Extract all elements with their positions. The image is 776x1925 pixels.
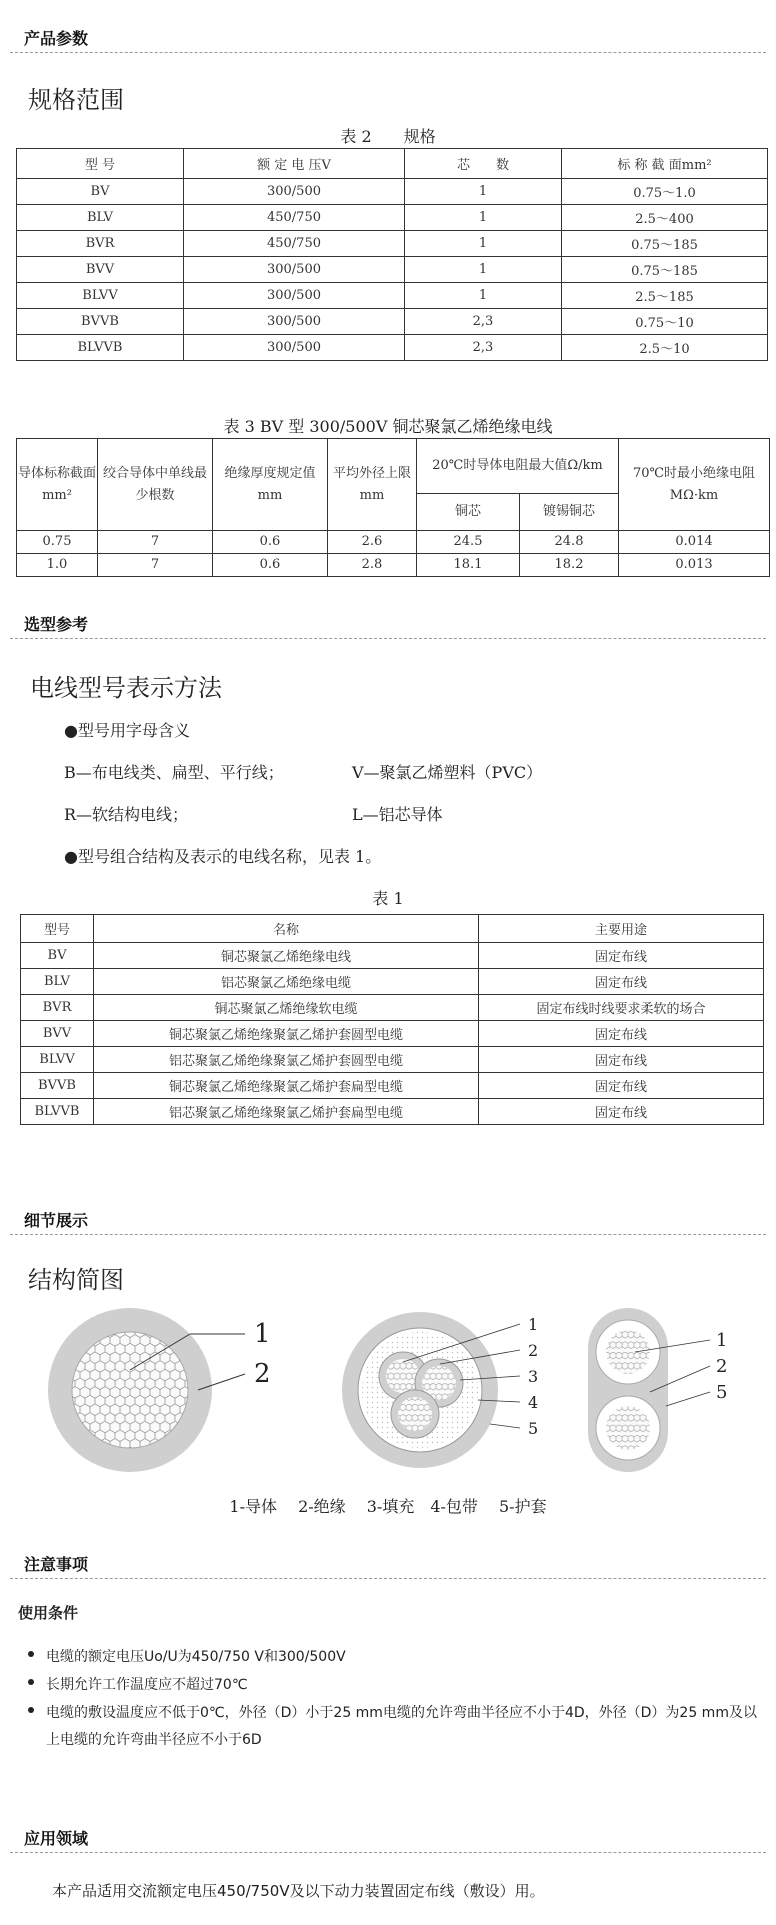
section-heading-notes: 注意事项 <box>24 1555 89 1574</box>
table2-cell: 450/750 <box>184 205 405 231</box>
table2-cell: BLV <box>17 205 184 231</box>
table1-cell: 铜芯聚氯乙烯绝缘聚氯乙烯护套圆型电缆 <box>94 1021 479 1047</box>
spec-title: 规格范围 <box>28 86 124 114</box>
usage-item <box>28 1644 768 1671</box>
table1-header-name: 名称 <box>94 915 479 943</box>
model-line-l: L—铝芯导体 <box>352 805 443 824</box>
table3-row <box>17 531 770 554</box>
table1-cell: 固定布线 <box>479 1021 764 1047</box>
table3-header-strands: 绞合导体中单线最少根数 <box>98 439 213 531</box>
table3-cell: 18.2 <box>520 554 619 577</box>
table1-cell: BLVVB <box>21 1099 94 1125</box>
table2-cell: BVVB <box>17 309 184 335</box>
table2-cell: 300/500 <box>184 335 405 361</box>
d3-label-2: 2 <box>716 1356 728 1377</box>
diagram-single-core <box>40 1300 300 1480</box>
usage-item-text: 电缆的敷设温度应不低于0℃，外径（D）小于25 mm电缆的允许弯曲半径应不小于4D，外径（D）为25 mm及以上电缆的允许弯曲半径应不小于6D <box>46 1705 757 1748</box>
table3-header-insulation: 70℃时最小绝缘电阻 MΩ·km <box>619 439 770 531</box>
table2-cell: BLVVB <box>17 335 184 361</box>
table1-cell: BVVB <box>21 1073 94 1099</box>
table1-caption: 表 1 <box>372 889 404 908</box>
structure-title: 结构简图 <box>28 1266 124 1294</box>
table2-cell: 2.5～400 <box>562 205 768 231</box>
table2-header-model: 型 号 <box>17 149 184 179</box>
model-line-v: V—聚氯乙烯塑料（PVC） <box>352 763 543 782</box>
bullet-dot-icon <box>28 1679 34 1685</box>
table3-header-tinned: 镀锡铜芯 <box>520 494 619 531</box>
model-table-1 <box>20 914 764 1125</box>
table2-header-section-text: 标 称 截 面mm² <box>617 158 712 173</box>
bullet-dot-icon <box>28 1707 34 1713</box>
table2-cell: 300/500 <box>184 257 405 283</box>
structure-legend: 1-导体 2-绝缘 3-填充 4-包带 5-护套 <box>229 1497 547 1516</box>
table2-cell: 300/500 <box>184 283 405 309</box>
table3-cell: 0.6 <box>213 531 328 554</box>
table2-header-cores: 芯 数 <box>405 149 562 179</box>
table1-cell: 铜芯聚氯乙烯绝缘软电缆 <box>94 995 479 1021</box>
table3-header-thickness: 绝缘厚度规定值mm <box>213 439 328 531</box>
table1-cell: 固定布线 <box>479 1073 764 1099</box>
table3-header-resistance: 20℃时导体电阻最大值Ω/km <box>417 439 619 494</box>
table2-cell: BV <box>17 179 184 205</box>
d1-label-2: 2 <box>254 1359 271 1389</box>
table1-cell: BV <box>21 943 94 969</box>
table2-cell: 300/500 <box>184 179 405 205</box>
section-divider <box>10 1852 766 1853</box>
usage-title: 使用条件 <box>18 1604 79 1622</box>
d2-label-4: 4 <box>528 1393 539 1412</box>
table3-caption: 表 3 BV 型 300/500V 铜芯聚氯乙烯绝缘电线 <box>223 417 553 436</box>
table3-cell: 7 <box>98 554 213 577</box>
table3-cell: 2.8 <box>328 554 417 577</box>
table3-cell: 0.6 <box>213 554 328 577</box>
table2-cell: 0.75～185 <box>562 231 768 257</box>
table3-body <box>17 531 770 577</box>
table2-header-voltage: 额 定 电 压V <box>184 149 405 179</box>
d2-label-5: 5 <box>528 1419 539 1438</box>
table3-cell: 7 <box>98 531 213 554</box>
table2-cell: 0.75～185 <box>562 257 768 283</box>
table1-cell: BLVV <box>21 1047 94 1073</box>
table1-row <box>21 1099 764 1125</box>
table2-body <box>17 179 768 361</box>
table3-cell: 0.013 <box>619 554 770 577</box>
spec-table-3 <box>16 438 770 577</box>
d3-label-5: 5 <box>716 1382 728 1403</box>
table2-cell: 1 <box>405 205 562 231</box>
model-bullet-letters: ●型号用字母含义 <box>64 721 190 740</box>
usage-item <box>28 1672 768 1699</box>
model-line-b: B—布电线类、扁型、平行线； <box>64 763 284 782</box>
table1-header-model: 型号 <box>21 915 94 943</box>
table1-cell: BLV <box>21 969 94 995</box>
table3-cell: 0.75 <box>17 531 98 554</box>
table2-row <box>17 257 768 283</box>
table2-cell: BVV <box>17 257 184 283</box>
section-heading-selection: 选型参考 <box>24 615 89 634</box>
table3-header-diameter: 平均外径上限mm <box>328 439 417 531</box>
table1-row <box>21 943 764 969</box>
section-heading-application: 应用领域 <box>24 1829 89 1848</box>
table2-cell: 2,3 <box>405 309 562 335</box>
table1-cell: 固定布线 <box>479 969 764 995</box>
table2-cell: 1 <box>405 179 562 205</box>
table1-cell: 固定布线 <box>479 1099 764 1125</box>
table2-caption: 表 2 规格 <box>340 127 436 146</box>
table3-cell: 2.6 <box>328 531 417 554</box>
usage-item-text: 长期允许工作温度应不超过70℃ <box>46 1677 248 1693</box>
section-heading-details: 细节展示 <box>24 1211 89 1230</box>
usage-item-text: 电缆的额定电压Uo/U为450/750 V和300/500V <box>46 1649 346 1665</box>
table3-cell: 24.8 <box>520 531 619 554</box>
table2-cell: 450/750 <box>184 231 405 257</box>
table1-row <box>21 1047 764 1073</box>
d2-label-3: 3 <box>528 1367 539 1386</box>
table1-cell: 铝芯聚氯乙烯绝缘聚氯乙烯护套扁型电缆 <box>94 1099 479 1125</box>
section-divider <box>10 52 766 53</box>
table2-cell: BVR <box>17 231 184 257</box>
d3-label-1: 1 <box>716 1330 728 1351</box>
table2-cell: 0.75～10 <box>562 309 768 335</box>
section-heading-params: 产品参数 <box>24 29 89 48</box>
table1-cell: BVR <box>21 995 94 1021</box>
table2-cell: 300/500 <box>184 309 405 335</box>
table1-cell: 固定布线 <box>479 943 764 969</box>
table2-row <box>17 283 768 309</box>
table1-cell: 铝芯聚氯乙烯绝缘电缆 <box>94 969 479 995</box>
table2-row <box>17 309 768 335</box>
d2-label-1: 1 <box>528 1315 539 1334</box>
table1-cell: BVV <box>21 1021 94 1047</box>
table3-row <box>17 554 770 577</box>
table2-cell: 1 <box>405 283 562 309</box>
table1-row <box>21 995 764 1021</box>
section-divider <box>10 638 766 639</box>
bullet-dot-icon <box>28 1651 34 1657</box>
table1-cell: 铜芯聚氯乙烯绝缘聚氯乙烯护套扁型电缆 <box>94 1073 479 1099</box>
table2-cell: 2.5～10 <box>562 335 768 361</box>
spec-table-2 <box>16 148 768 361</box>
model-title: 电线型号表示方法 <box>30 674 222 702</box>
section-divider <box>10 1234 766 1235</box>
d2-label-2: 2 <box>528 1341 539 1360</box>
table2-cell: 2.5～185 <box>562 283 768 309</box>
table2-header-section <box>562 149 768 179</box>
table1-body <box>21 943 764 1125</box>
table1-row <box>21 1073 764 1099</box>
table1-cell: 固定布线 <box>479 1047 764 1073</box>
table3-header-section: 导体标称截面mm² <box>17 439 98 531</box>
model-line-r: R—软结构电线； <box>64 805 189 824</box>
table2-cell: 1 <box>405 231 562 257</box>
table1-cell: 铝芯聚氯乙烯绝缘聚氯乙烯护套圆型电缆 <box>94 1047 479 1073</box>
usage-item <box>28 1700 768 1754</box>
table1-cell: 固定布线时线要求柔软的场合 <box>479 995 764 1021</box>
table2-row <box>17 179 768 205</box>
table2-row <box>17 205 768 231</box>
table1-row <box>21 1021 764 1047</box>
table1-header-use: 主要用途 <box>479 915 764 943</box>
table2-cell: 2,3 <box>405 335 562 361</box>
table3-cell: 18.1 <box>417 554 520 577</box>
table2-row <box>17 335 768 361</box>
table2-cell: 1 <box>405 257 562 283</box>
table3-header-copper: 铜芯 <box>417 494 520 531</box>
table3-cell: 1.0 <box>17 554 98 577</box>
table2-cell: BLVV <box>17 283 184 309</box>
d1-label-1: 1 <box>254 1319 271 1349</box>
section-divider <box>10 1578 766 1579</box>
table2-cell: 0.75～1.0 <box>562 179 768 205</box>
table1-cell: 铜芯聚氯乙烯绝缘电线 <box>94 943 479 969</box>
table3-cell: 24.5 <box>417 531 520 554</box>
application-text: 本产品适用交流额定电压450/750V及以下动力装置固定布线（敷设）用。 <box>52 1882 545 1900</box>
model-bullet-combination: ●型号组合结构及表示的电线名称，见表 1。 <box>64 847 382 866</box>
table1-row <box>21 969 764 995</box>
table3-cell: 0.014 <box>619 531 770 554</box>
table2-row <box>17 231 768 257</box>
diagram-flat-cable <box>580 1300 760 1480</box>
diagram-multi-core <box>340 1300 560 1480</box>
